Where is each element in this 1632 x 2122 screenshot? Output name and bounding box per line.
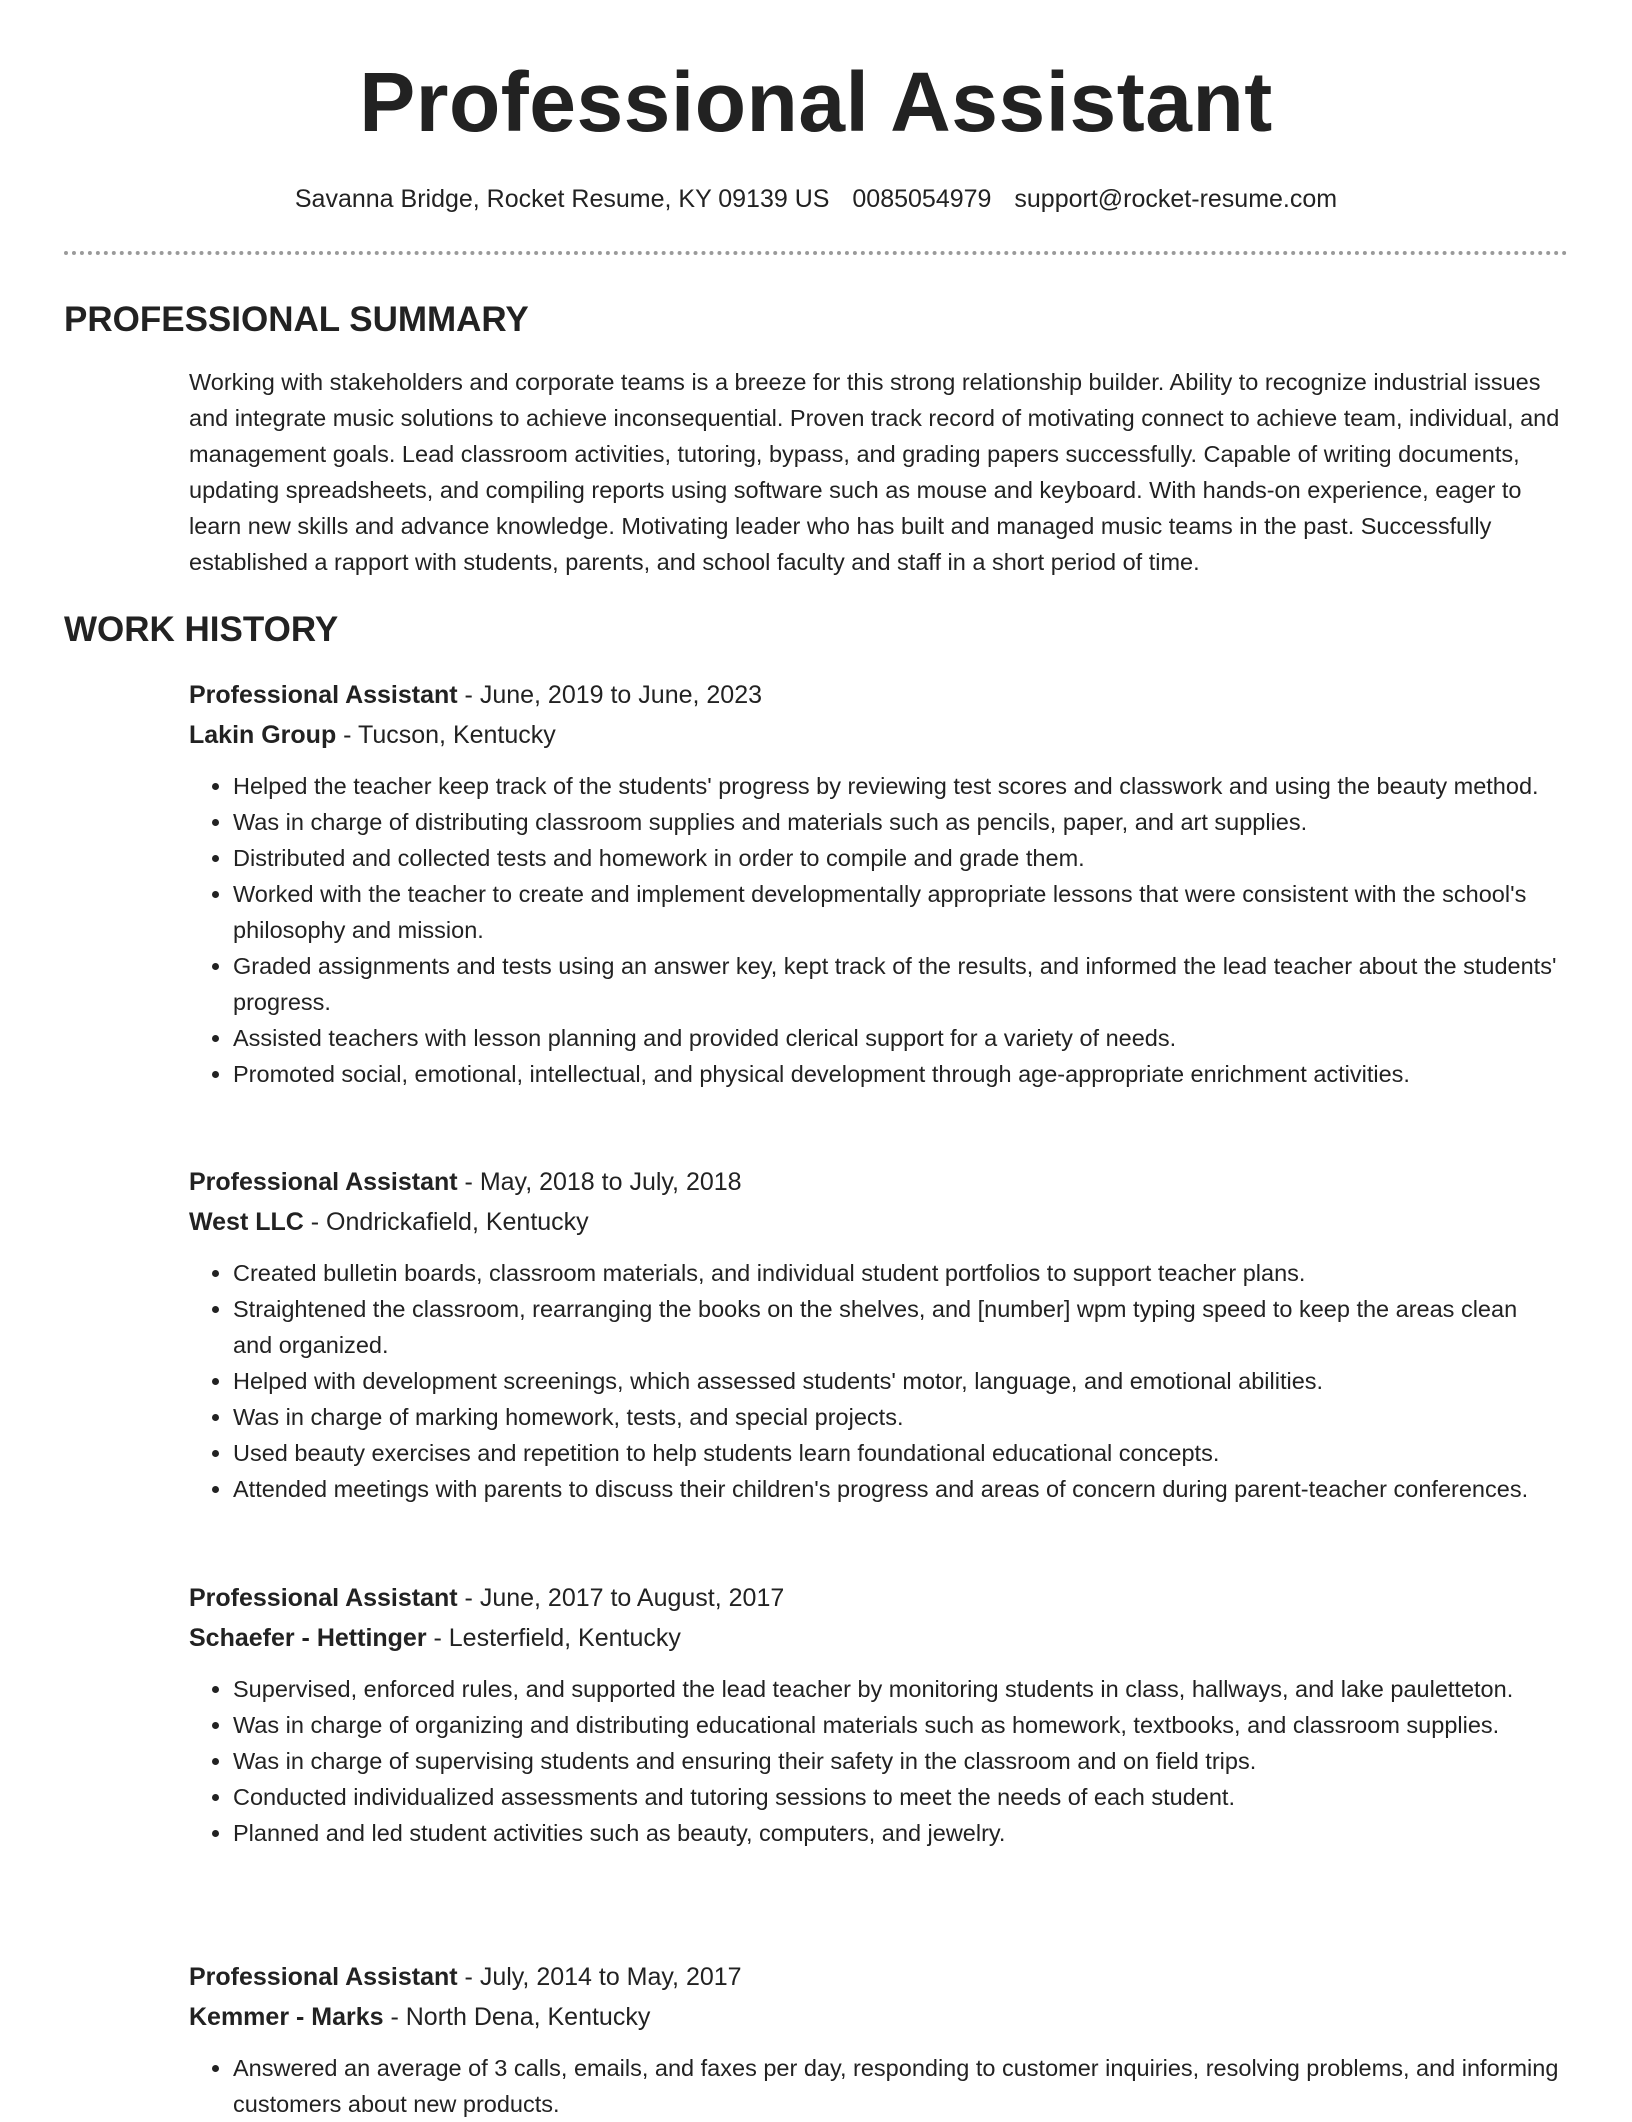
- job-entry: [189, 675, 1561, 1092]
- section-title-summary: PROFESSIONAL SUMMARY: [64, 300, 529, 339]
- candidate-name: Professional Assistant: [359, 55, 1273, 149]
- summary-text: Working with stakeholders and corporate teams is a breeze for this strong relationship builder. Ability to recognize industrial issues and integrate music solutions to achieve inconsequential. Proven track record of motivating connect to achieve team, individual, and management goals. Lead classroom activities, tutoring, bypass, and grading papers successfully. Capable of writing documents, updating spreadsheets, and compiling reports using software such as mouse and keyboard. With hands-on experience, eager to learn new skills and advance knowledge. Motivating leader who has built and managed music teams in the past. Successfully established a rapport with students, parents, and school faculty and staff in a short period of time.: [189, 369, 1560, 575]
- job-bullet: • Assisted teachers with lesson planning and provided clerical support for a variety of needs.: [233, 1020, 1561, 1056]
- job-bullet: • Was in charge of distributing classroom supplies and materials such as pencils, paper, and art supplies.: [233, 804, 1561, 840]
- job-company-line: [189, 1202, 1561, 1242]
- job-bullet: • Supervised, enforced rules, and supported the lead teacher by monitoring students in class, hallways, and lake pauletteton.: [233, 1671, 1561, 1707]
- job-bullet: • Answered an average of 3 calls, emails, and faxes per day, responding to customer inquiries, resolving problems, and informing customers about new products.: [233, 2050, 1561, 2122]
- job-title-line: [189, 1578, 1561, 1618]
- job-bullet: • Planned and led student activities such as beauty, computers, and jewelry.: [233, 1815, 1561, 1851]
- job-dates: - June, 2019 to June, 2023: [457, 681, 763, 709]
- job-entry: [189, 1957, 1561, 2122]
- job-bullet: • Attended meetings with parents to discuss their children's progress and areas of concern during parent-teacher conferences.: [233, 1471, 1561, 1507]
- address: Savanna Bridge, Rocket Resume, KY 09139 US: [294, 185, 830, 213]
- job-bullets: [189, 768, 1561, 1092]
- job-location: - Ondrickafield, Kentucky: [303, 1208, 589, 1236]
- job-company: Schaefer - Hettinger: [189, 1624, 427, 1652]
- job-title-line: [189, 1957, 1561, 1997]
- contact-line: [0, 182, 1632, 216]
- job-bullet: • Was in charge of supervising students and ensuring their safety in the classroom and on field trips.: [233, 1743, 1561, 1779]
- job-company-line: [189, 715, 1561, 755]
- job-dates: - July, 2014 to May, 2017: [457, 1963, 742, 1991]
- job-bullet: • Was in charge of marking homework, tests, and special projects.: [233, 1399, 1561, 1435]
- job-company: West LLC: [189, 1208, 304, 1236]
- job-bullet: • Created bulletin boards, classroom materials, and individual student portfolios to support teacher plans.: [233, 1255, 1561, 1291]
- job-role: Professional Assistant: [189, 1168, 458, 1196]
- job-bullet: • Distributed and collected tests and homework in order to compile and grade them.: [233, 840, 1561, 876]
- job-title-line: [189, 675, 1561, 715]
- job-company: Lakin Group: [189, 721, 337, 749]
- section-title-work-history: WORK HISTORY: [64, 610, 339, 649]
- job-bullets: [189, 1255, 1561, 1507]
- job-location: - Tucson, Kentucky: [336, 721, 556, 749]
- job-bullet: • Used beauty exercises and repetition to help students learn foundational educational concepts.: [233, 1435, 1561, 1471]
- job-company: Kemmer - Marks: [189, 2003, 384, 2031]
- job-bullets: [189, 1671, 1561, 1851]
- job-bullet: • Was in charge of organizing and distributing educational materials such as homework, textbooks, and classroom supplies.: [233, 1707, 1561, 1743]
- job-bullet: • Worked with the teacher to create and implement developmentally appropriate lessons that were consistent with the school's philosophy and mission.: [233, 876, 1561, 948]
- job-role: Professional Assistant: [189, 1963, 458, 1991]
- job-bullet: • Straightened the classroom, rearranging the books on the shelves, and [number] wpm typing speed to keep the areas clean and organized.: [233, 1291, 1561, 1363]
- job-title-line: [189, 1162, 1561, 1202]
- job-role: Professional Assistant: [189, 681, 458, 709]
- phone: 0085054979: [852, 185, 992, 213]
- email: support@rocket-resume.com: [1014, 185, 1338, 213]
- job-company-line: [189, 1997, 1561, 2037]
- job-bullet: • Helped the teacher keep track of the students' progress by reviewing test scores and classwork and using the beauty method.: [233, 768, 1561, 804]
- job-role: Professional Assistant: [189, 1584, 458, 1612]
- job-bullet: • Promoted social, emotional, intellectual, and physical development through age-appropriate enrichment activities.: [233, 1056, 1561, 1092]
- job-dates: - June, 2017 to August, 2017: [457, 1584, 785, 1612]
- job-bullet: • Conducted individualized assessments and tutoring sessions to meet the needs of each student.: [233, 1779, 1561, 1815]
- job-location: - Lesterfield, Kentucky: [426, 1624, 681, 1652]
- job-bullets: [189, 2050, 1561, 2122]
- job-bullet: • Helped with development screenings, which assessed students' motor, language, and emotional abilities.: [233, 1363, 1561, 1399]
- job-entry: [189, 1578, 1561, 1851]
- header-divider: [64, 251, 1568, 255]
- job-entry: [189, 1162, 1561, 1507]
- job-company-line: [189, 1618, 1561, 1658]
- job-bullet: • Graded assignments and tests using an answer key, kept track of the results, and informed the lead teacher about the students' progress.: [233, 948, 1561, 1020]
- job-dates: - May, 2018 to July, 2018: [457, 1168, 742, 1196]
- job-location: - North Dena, Kentucky: [383, 2003, 651, 2031]
